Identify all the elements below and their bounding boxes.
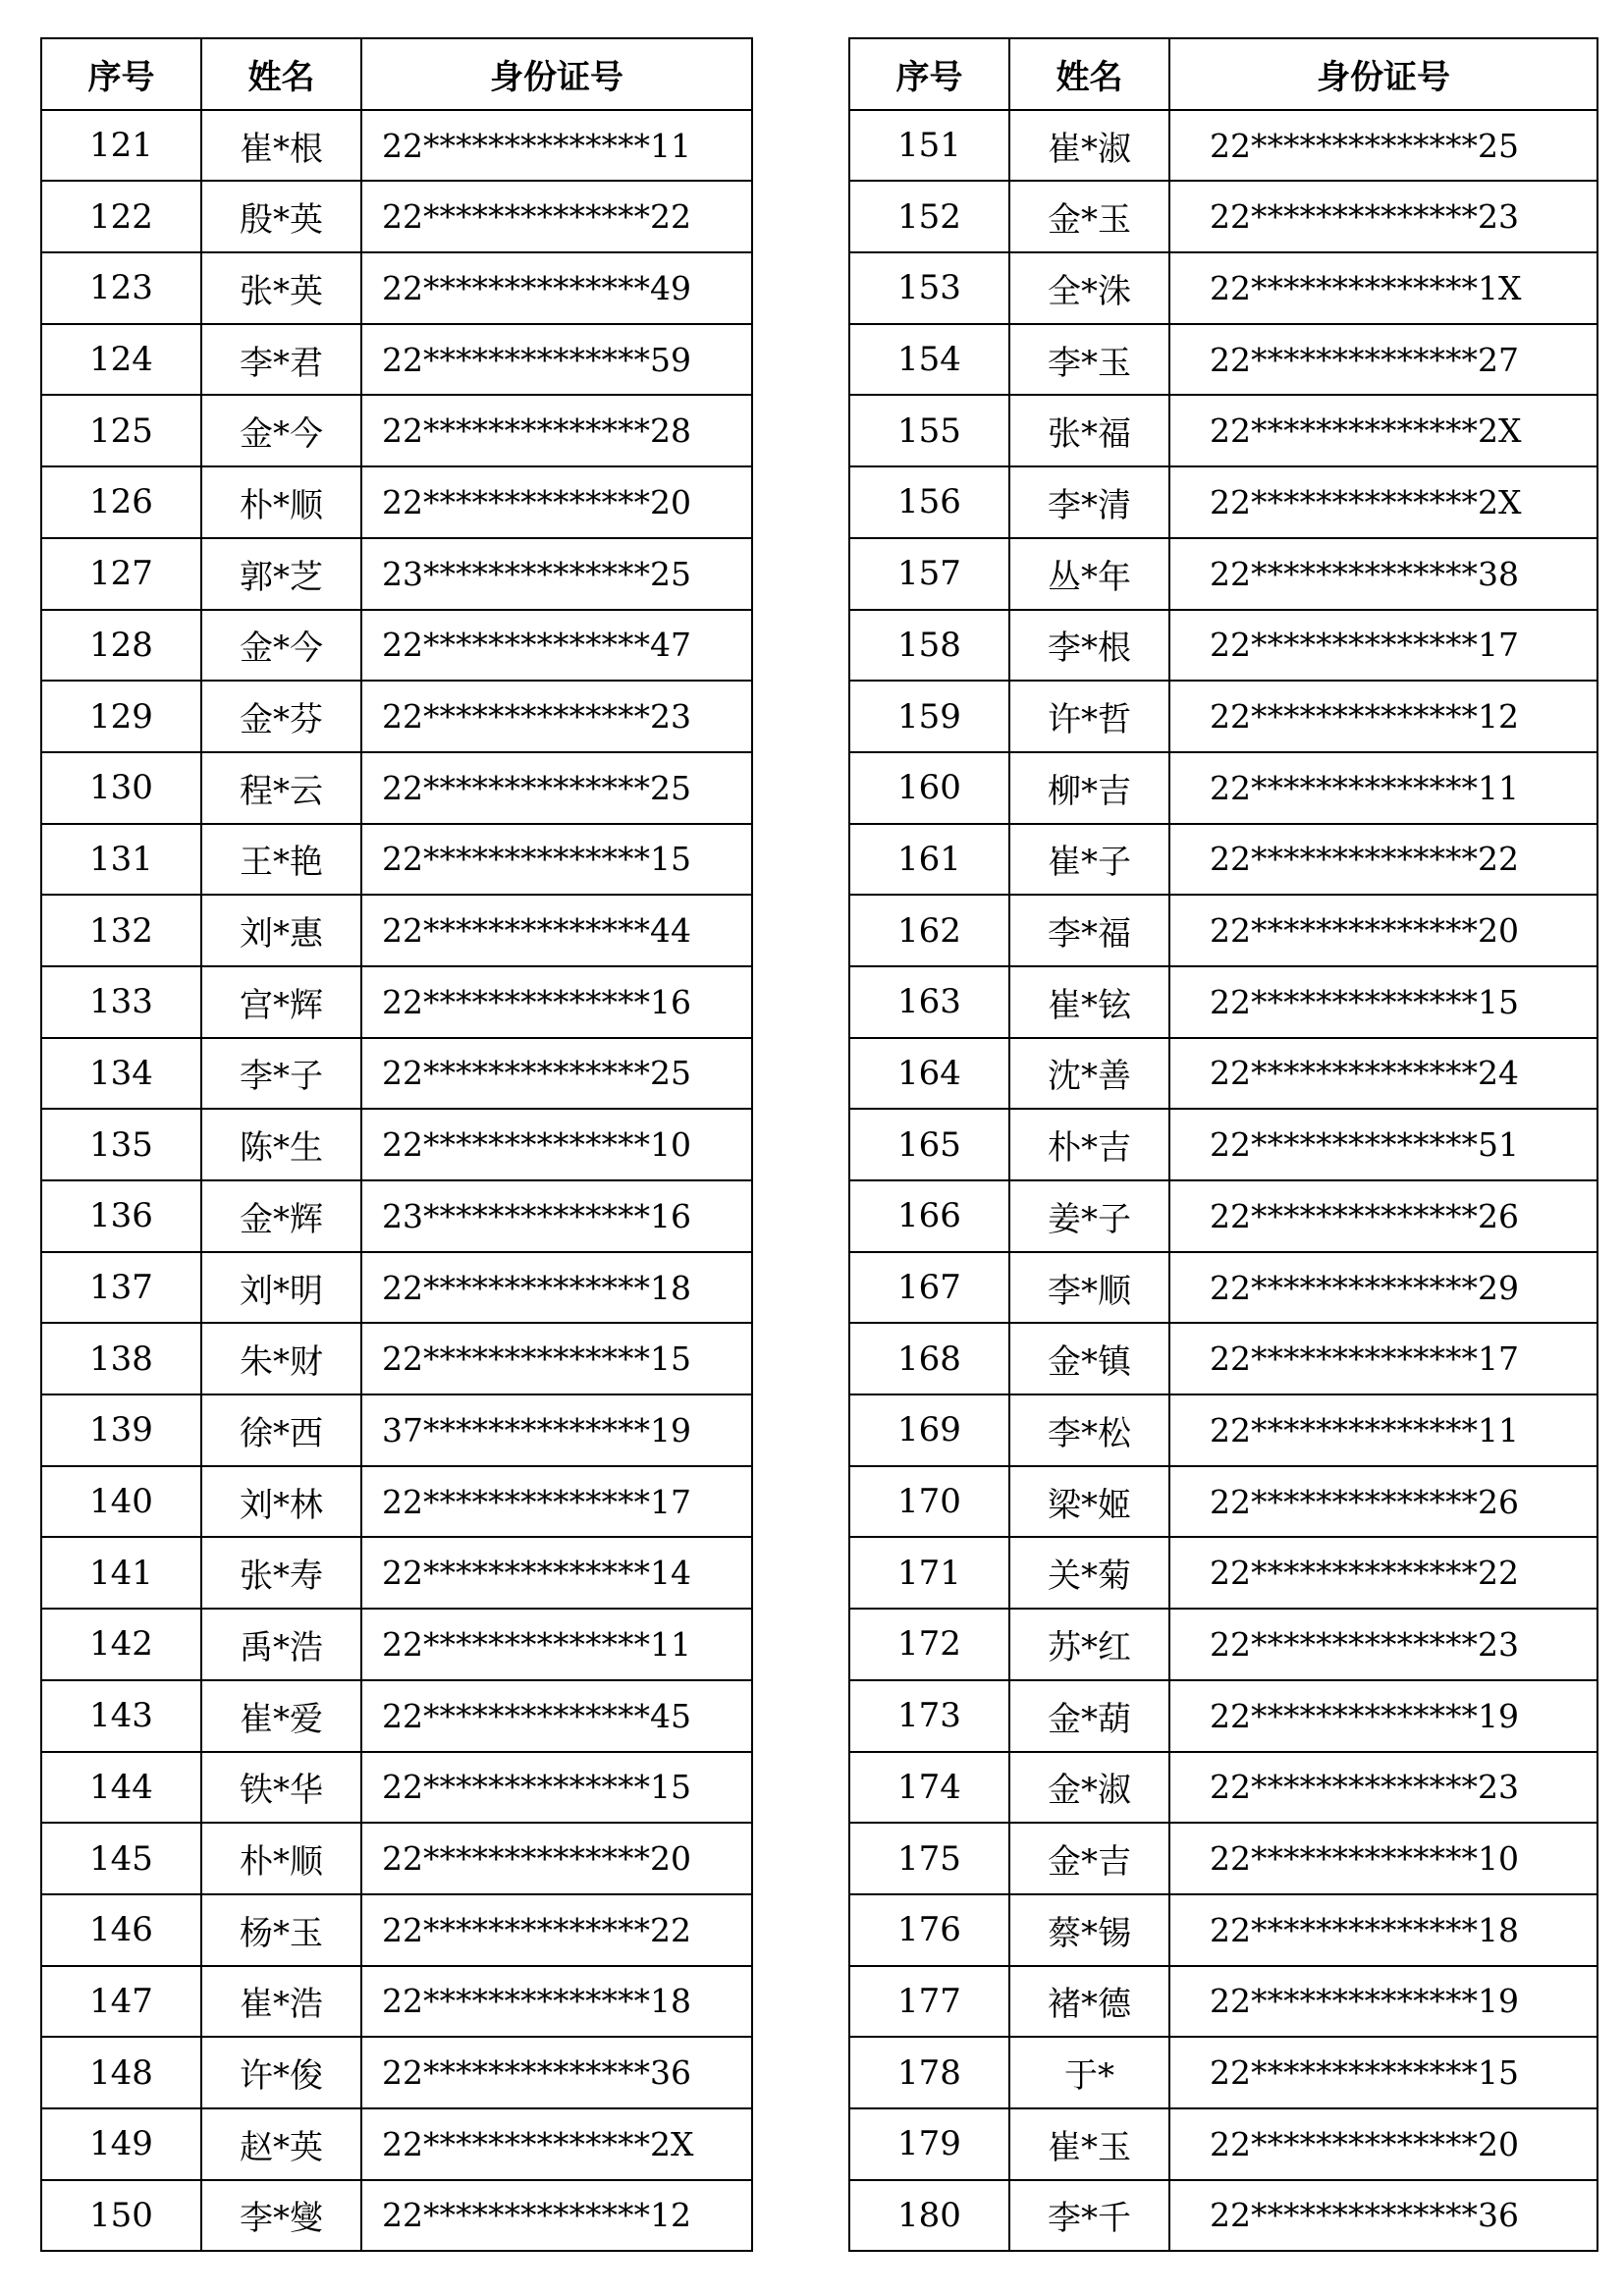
- name-cell: 程*云: [201, 752, 361, 824]
- id-number-cell: 22**************10: [1169, 1823, 1597, 1894]
- id-number-cell: 22**************18: [361, 1252, 752, 1324]
- table-row: [849, 2180, 1597, 2252]
- serial-number-cell: 129: [41, 681, 201, 752]
- id-number-cell: 22**************29: [1169, 1252, 1597, 1324]
- table-row: [41, 466, 752, 538]
- serial-number-cell: 163: [849, 966, 1009, 1038]
- id-number-cell: 22**************36: [1169, 2180, 1597, 2252]
- name-cell: 崔*淑: [1009, 110, 1169, 182]
- header-serial-number: 序号: [849, 38, 1009, 110]
- name-cell: 褚*德: [1009, 1966, 1169, 2038]
- serial-number-cell: 144: [41, 1752, 201, 1824]
- id-number-cell: 22**************49: [361, 252, 752, 324]
- table-row: [849, 181, 1597, 252]
- table-row: [849, 2037, 1597, 2108]
- name-cell: 金*吉: [1009, 1823, 1169, 1894]
- id-number-cell: 22**************18: [1169, 1894, 1597, 1966]
- table-row: [849, 610, 1597, 682]
- name-cell: 李*松: [1009, 1394, 1169, 1466]
- serial-number-cell: 170: [849, 1466, 1009, 1538]
- id-number-cell: 22**************16: [361, 966, 752, 1038]
- id-number-cell: 22**************22: [361, 181, 752, 252]
- serial-number-cell: 173: [849, 1680, 1009, 1752]
- serial-number-cell: 169: [849, 1394, 1009, 1466]
- id-number-cell: 22**************2X: [361, 2108, 752, 2180]
- table-row: [849, 1109, 1597, 1180]
- id-number-cell: 22**************22: [361, 1894, 752, 1966]
- name-cell: 崔*玉: [1009, 2108, 1169, 2180]
- serial-number-cell: 153: [849, 252, 1009, 324]
- id-number-cell: 22**************10: [361, 1109, 752, 1180]
- id-number-cell: 22**************26: [1169, 1466, 1597, 1538]
- id-number-cell: 22**************1X: [1169, 252, 1597, 324]
- name-cell: 许*哲: [1009, 681, 1169, 752]
- table-row: [41, 110, 752, 182]
- serial-number-cell: 157: [849, 538, 1009, 610]
- id-number-cell: 22**************15: [1169, 2037, 1597, 2108]
- serial-number-cell: 145: [41, 1823, 201, 1894]
- name-cell: 全*洙: [1009, 252, 1169, 324]
- name-cell: 李*君: [201, 324, 361, 396]
- id-number-cell: 22**************23: [1169, 1752, 1597, 1824]
- id-number-cell: 22**************23: [1169, 1609, 1597, 1680]
- serial-number-cell: 131: [41, 824, 201, 896]
- roster-table-left: [40, 37, 753, 2252]
- serial-number-cell: 161: [849, 824, 1009, 896]
- name-cell: 金*淑: [1009, 1752, 1169, 1824]
- serial-number-cell: 137: [41, 1252, 201, 1324]
- name-cell: 朱*财: [201, 1323, 361, 1394]
- serial-number-cell: 149: [41, 2108, 201, 2180]
- serial-number-cell: 121: [41, 110, 201, 182]
- table-row: [41, 252, 752, 324]
- table-row: [41, 1680, 752, 1752]
- serial-number-cell: 165: [849, 1109, 1009, 1180]
- table-row: [849, 1752, 1597, 1824]
- id-number-cell: 22**************19: [1169, 1966, 1597, 2038]
- id-number-cell: 22**************12: [361, 2180, 752, 2252]
- table-row: [41, 2037, 752, 2108]
- id-number-cell: 22**************11: [361, 110, 752, 182]
- table-row: [41, 966, 752, 1038]
- name-cell: 禹*浩: [201, 1609, 361, 1680]
- name-cell: 崔*子: [1009, 824, 1169, 896]
- table-row: [849, 1323, 1597, 1394]
- serial-number-cell: 124: [41, 324, 201, 396]
- serial-number-cell: 136: [41, 1180, 201, 1252]
- name-cell: 丛*年: [1009, 538, 1169, 610]
- name-cell: 李*顺: [1009, 1252, 1169, 1324]
- table-row: [41, 1252, 752, 1324]
- id-number-cell: 22**************11: [361, 1609, 752, 1680]
- name-cell: 铁*华: [201, 1752, 361, 1824]
- serial-number-cell: 132: [41, 895, 201, 966]
- table-row: [849, 895, 1597, 966]
- id-number-cell: 22**************17: [361, 1466, 752, 1538]
- name-cell: 李*玉: [1009, 324, 1169, 396]
- name-cell: 郭*芝: [201, 538, 361, 610]
- name-cell: 刘*林: [201, 1466, 361, 1538]
- id-number-cell: 22**************51: [1169, 1109, 1597, 1180]
- name-cell: 崔*爱: [201, 1680, 361, 1752]
- table-row: [849, 110, 1597, 182]
- id-number-cell: 22**************25: [361, 1038, 752, 1110]
- header-row: [849, 38, 1597, 110]
- roster-body-left: [41, 110, 752, 2252]
- id-number-cell: 22**************59: [361, 324, 752, 396]
- id-number-cell: 22**************17: [1169, 1323, 1597, 1394]
- table-row: [849, 466, 1597, 538]
- serial-number-cell: 156: [849, 466, 1009, 538]
- name-cell: 刘*惠: [201, 895, 361, 966]
- name-cell: 殷*英: [201, 181, 361, 252]
- table-row: [849, 681, 1597, 752]
- id-number-cell: 22**************15: [361, 1752, 752, 1824]
- table-row: [849, 1680, 1597, 1752]
- id-number-cell: 22**************17: [1169, 610, 1597, 682]
- serial-number-cell: 178: [849, 2037, 1009, 2108]
- name-cell: 金*芬: [201, 681, 361, 752]
- id-number-cell: 22**************36: [361, 2037, 752, 2108]
- table-row: [41, 1466, 752, 1538]
- id-number-cell: 22**************24: [1169, 1038, 1597, 1110]
- name-cell: 赵*英: [201, 2108, 361, 2180]
- id-number-cell: 22**************20: [1169, 2108, 1597, 2180]
- id-number-cell: 22**************11: [1169, 1394, 1597, 1466]
- id-number-cell: 23**************25: [361, 538, 752, 610]
- serial-number-cell: 179: [849, 2108, 1009, 2180]
- serial-number-cell: 167: [849, 1252, 1009, 1324]
- table-row: [41, 1180, 752, 1252]
- id-number-cell: 22**************47: [361, 610, 752, 682]
- table-row: [41, 895, 752, 966]
- table-row: [41, 1109, 752, 1180]
- id-number-cell: 22**************15: [361, 1323, 752, 1394]
- serial-number-cell: 143: [41, 1680, 201, 1752]
- serial-number-cell: 151: [849, 110, 1009, 182]
- name-cell: 杨*玉: [201, 1894, 361, 1966]
- table-row: [41, 181, 752, 252]
- serial-number-cell: 147: [41, 1966, 201, 2038]
- name-cell: 李*燮: [201, 2180, 361, 2252]
- table-row: [41, 1609, 752, 1680]
- serial-number-cell: 138: [41, 1323, 201, 1394]
- header-name: 姓名: [1009, 38, 1169, 110]
- name-cell: 张*寿: [201, 1537, 361, 1609]
- name-cell: 李*子: [201, 1038, 361, 1110]
- table-row: [849, 1394, 1597, 1466]
- serial-number-cell: 134: [41, 1038, 201, 1110]
- table-row: [849, 966, 1597, 1038]
- serial-number-cell: 171: [849, 1537, 1009, 1609]
- id-number-cell: 22**************25: [361, 752, 752, 824]
- name-cell: 李*根: [1009, 610, 1169, 682]
- id-number-cell: 22**************44: [361, 895, 752, 966]
- name-cell: 金*今: [201, 610, 361, 682]
- name-cell: 沈*善: [1009, 1038, 1169, 1110]
- name-cell: 李*福: [1009, 895, 1169, 966]
- id-number-cell: 22**************25: [1169, 110, 1597, 182]
- name-cell: 金*辉: [201, 1180, 361, 1252]
- table-row: [41, 610, 752, 682]
- table-row: [41, 2180, 752, 2252]
- id-number-cell: 22**************23: [1169, 181, 1597, 252]
- id-number-cell: 22**************20: [1169, 895, 1597, 966]
- table-row: [41, 1823, 752, 1894]
- id-number-cell: 22**************14: [361, 1537, 752, 1609]
- table-row: [849, 1180, 1597, 1252]
- serial-number-cell: 148: [41, 2037, 201, 2108]
- name-cell: 关*菊: [1009, 1537, 1169, 1609]
- id-number-cell: 22**************45: [361, 1680, 752, 1752]
- id-number-cell: 22**************2X: [1169, 466, 1597, 538]
- id-number-cell: 22**************18: [361, 1966, 752, 2038]
- serial-number-cell: 175: [849, 1823, 1009, 1894]
- table-row: [849, 395, 1597, 466]
- id-number-cell: 23**************16: [361, 1180, 752, 1252]
- serial-number-cell: 168: [849, 1323, 1009, 1394]
- id-number-cell: 22**************20: [361, 466, 752, 538]
- table-row: [41, 681, 752, 752]
- table-row: [849, 1252, 1597, 1324]
- table-row: [41, 1752, 752, 1824]
- serial-number-cell: 150: [41, 2180, 201, 2252]
- serial-number-cell: 141: [41, 1537, 201, 1609]
- name-cell: 张*福: [1009, 395, 1169, 466]
- name-cell: 李*千: [1009, 2180, 1169, 2252]
- table-row: [849, 824, 1597, 896]
- header-id-number: 身份证号: [1169, 38, 1597, 110]
- table-row: [849, 538, 1597, 610]
- table-row: [41, 1966, 752, 2038]
- serial-number-cell: 127: [41, 538, 201, 610]
- serial-number-cell: 172: [849, 1609, 1009, 1680]
- table-row: [41, 824, 752, 896]
- serial-number-cell: 126: [41, 466, 201, 538]
- name-cell: 许*俊: [201, 2037, 361, 2108]
- serial-number-cell: 130: [41, 752, 201, 824]
- name-cell: 崔*浩: [201, 1966, 361, 2038]
- id-number-cell: 22**************12: [1169, 681, 1597, 752]
- serial-number-cell: 177: [849, 1966, 1009, 2038]
- name-cell: 金*玉: [1009, 181, 1169, 252]
- name-cell: 李*清: [1009, 466, 1169, 538]
- name-cell: 刘*明: [201, 1252, 361, 1324]
- table-row: [849, 752, 1597, 824]
- id-number-cell: 22**************27: [1169, 324, 1597, 396]
- table-row: [849, 2108, 1597, 2180]
- id-number-cell: 22**************15: [361, 824, 752, 896]
- serial-number-cell: 133: [41, 966, 201, 1038]
- table-row: [41, 1038, 752, 1110]
- serial-number-cell: 158: [849, 610, 1009, 682]
- id-number-cell: 22**************15: [1169, 966, 1597, 1038]
- table-row: [849, 1466, 1597, 1538]
- name-cell: 崔*根: [201, 110, 361, 182]
- serial-number-cell: 162: [849, 895, 1009, 966]
- header-serial-number: 序号: [41, 38, 201, 110]
- id-number-cell: 22**************26: [1169, 1180, 1597, 1252]
- id-number-cell: 22**************28: [361, 395, 752, 466]
- table-row: [41, 752, 752, 824]
- serial-number-cell: 125: [41, 395, 201, 466]
- name-cell: 柳*吉: [1009, 752, 1169, 824]
- name-cell: 姜*子: [1009, 1180, 1169, 1252]
- roster-body-right: [849, 110, 1597, 2252]
- serial-number-cell: 142: [41, 1609, 201, 1680]
- serial-number-cell: 128: [41, 610, 201, 682]
- name-cell: 金*葫: [1009, 1680, 1169, 1752]
- table-row: [41, 538, 752, 610]
- name-cell: 陈*生: [201, 1109, 361, 1180]
- table-row: [41, 324, 752, 396]
- table-row: [849, 1966, 1597, 2038]
- name-cell: 张*英: [201, 252, 361, 324]
- name-cell: 徐*西: [201, 1394, 361, 1466]
- id-number-cell: 22**************20: [361, 1823, 752, 1894]
- serial-number-cell: 174: [849, 1752, 1009, 1824]
- id-number-cell: 22**************38: [1169, 538, 1597, 610]
- id-number-cell: 22**************11: [1169, 752, 1597, 824]
- roster-table-right: [848, 37, 1598, 2252]
- id-number-cell: 22**************22: [1169, 824, 1597, 896]
- table-row: [849, 252, 1597, 324]
- serial-number-cell: 176: [849, 1894, 1009, 1966]
- id-number-cell: 37**************19: [361, 1394, 752, 1466]
- header-id-number: 身份证号: [361, 38, 752, 110]
- serial-number-cell: 139: [41, 1394, 201, 1466]
- serial-number-cell: 159: [849, 681, 1009, 752]
- serial-number-cell: 166: [849, 1180, 1009, 1252]
- serial-number-cell: 122: [41, 181, 201, 252]
- name-cell: 朴*吉: [1009, 1109, 1169, 1180]
- table-row: [849, 1609, 1597, 1680]
- header-name: 姓名: [201, 38, 361, 110]
- table-row: [41, 1323, 752, 1394]
- name-cell: 苏*红: [1009, 1609, 1169, 1680]
- serial-number-cell: 152: [849, 181, 1009, 252]
- table-row: [41, 1537, 752, 1609]
- table-row: [41, 395, 752, 466]
- serial-number-cell: 180: [849, 2180, 1009, 2252]
- name-cell: 金*镇: [1009, 1323, 1169, 1394]
- id-number-cell: 22**************22: [1169, 1537, 1597, 1609]
- name-cell: 朴*顺: [201, 466, 361, 538]
- table-row: [849, 1038, 1597, 1110]
- table-row: [849, 1823, 1597, 1894]
- name-cell: 金*今: [201, 395, 361, 466]
- serial-number-cell: 160: [849, 752, 1009, 824]
- name-cell: 王*艳: [201, 824, 361, 896]
- header-row: [41, 38, 752, 110]
- id-number-cell: 22**************23: [361, 681, 752, 752]
- id-number-cell: 22**************2X: [1169, 395, 1597, 466]
- name-cell: 崔*铉: [1009, 966, 1169, 1038]
- table-row: [41, 1394, 752, 1466]
- name-cell: 朴*顺: [201, 1823, 361, 1894]
- serial-number-cell: 140: [41, 1466, 201, 1538]
- table-row: [41, 1894, 752, 1966]
- serial-number-cell: 123: [41, 252, 201, 324]
- name-cell: 于*: [1009, 2037, 1169, 2108]
- serial-number-cell: 146: [41, 1894, 201, 1966]
- id-number-cell: 22**************19: [1169, 1680, 1597, 1752]
- name-cell: 蔡*锡: [1009, 1894, 1169, 1966]
- serial-number-cell: 135: [41, 1109, 201, 1180]
- table-row: [849, 1537, 1597, 1609]
- table-row: [849, 1894, 1597, 1966]
- serial-number-cell: 164: [849, 1038, 1009, 1110]
- name-cell: 宫*辉: [201, 966, 361, 1038]
- serial-number-cell: 154: [849, 324, 1009, 396]
- name-cell: 梁*姬: [1009, 1466, 1169, 1538]
- serial-number-cell: 155: [849, 395, 1009, 466]
- table-row: [849, 324, 1597, 396]
- table-row: [41, 2108, 752, 2180]
